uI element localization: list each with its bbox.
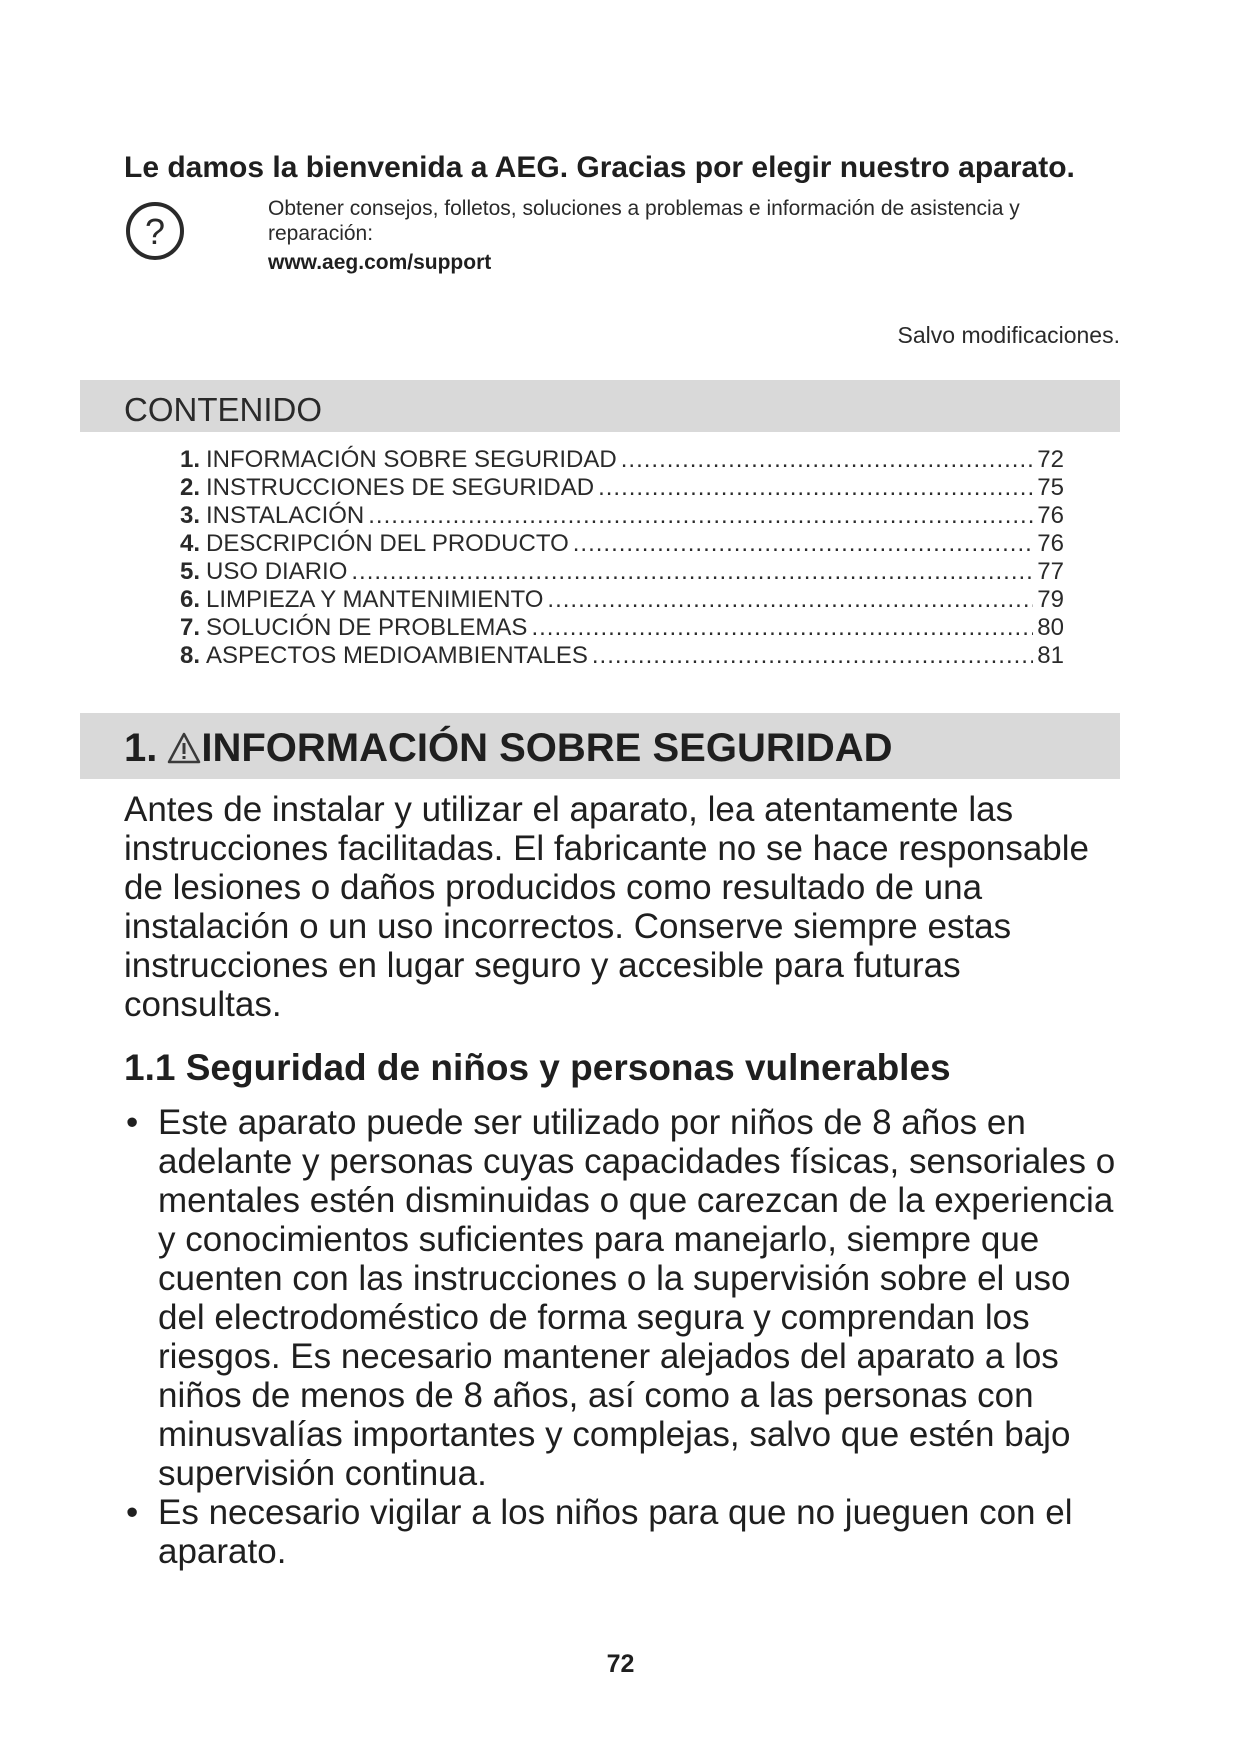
toc-item-number: 4. xyxy=(180,530,201,557)
subsection-heading: 1.1 Seguridad de niños y personas vulnerables xyxy=(124,1047,951,1088)
bullet-icon: • xyxy=(126,1493,139,1532)
toc-item-number: 3. xyxy=(180,502,201,529)
toc-item-title: INFORMACIÓN SOBRE SEGURIDAD xyxy=(206,446,617,473)
toc-leader-dots xyxy=(621,446,1034,474)
svg-text:?: ? xyxy=(144,211,166,252)
toc-item[interactable] xyxy=(180,558,1064,586)
toc-item-title: DESCRIPCIÓN DEL PRODUCTO xyxy=(206,530,569,557)
list-item-text: Es necesario vigilar a los niños para que no jueguen con el aparato. xyxy=(158,1493,1073,1571)
toc-item-title: LIMPIEZA Y MANTENIMIENTO xyxy=(206,586,544,613)
section-title: INFORMACIÓN SOBRE SEGURIDAD xyxy=(201,726,893,770)
table-of-contents xyxy=(180,446,1064,670)
welcome-heading: Le damos la bienvenida a AEG. Gracias por elegir nuestro aparato. xyxy=(124,151,1075,184)
toc-item[interactable] xyxy=(180,502,1064,530)
toc-leader-dots xyxy=(592,642,1033,670)
support-description: Obtener consejos, folletos, soluciones a problemas e información de asistencia y reparación: xyxy=(268,197,1020,245)
section-number: 1. xyxy=(124,726,158,770)
toc-item[interactable] xyxy=(180,614,1064,642)
toc-item-number: 8. xyxy=(180,642,201,669)
toc-title: CONTENIDO xyxy=(124,391,322,428)
toc-leader-dots xyxy=(368,502,1033,530)
toc-item-title: ASPECTOS MEDIOAMBIENTALES xyxy=(206,642,588,669)
section-intro-paragraph: Antes de instalar y utilizar el aparato, lea atentamente las instrucciones facilitadas. El fabricante no se hace responsable de lesiones o daños producidos como resultado de una instalación o un uso incorrectos. Conserve siempre estas instrucciones en lugar seguro y accesible para futuras consultas. xyxy=(124,790,1089,1024)
list-item-text: Este aparato puede ser utilizado por niños de 8 años en adelante y personas cuyas capacidades físicas, sensoriales o mentales estén disminuidas o que carezcan de la experiencia y conocimientos suficientes para manejarlo, siempre que cuenten con las instrucciones o la supervisión sobre el uso del electrodoméstico de forma segura y comprendan los riesgos. Es necesario mantener alejados del aparato a los niños de menos de 8 años, así como a las personas con minusvalías importantes y complejas, salvo que estén bajo supervisión continua. xyxy=(158,1103,1116,1493)
toc-item-page: 72 xyxy=(1037,446,1064,473)
toc-item-title: INSTALACIÓN xyxy=(206,502,365,529)
toc-item-number: 7. xyxy=(180,614,201,641)
page-number: 72 xyxy=(606,1650,635,1678)
toc-item[interactable] xyxy=(180,530,1064,558)
safety-bullet-list xyxy=(124,1103,1124,1571)
toc-leader-dots xyxy=(531,614,1033,642)
toc-item-title: SOLUCIÓN DE PROBLEMAS xyxy=(206,614,528,641)
toc-leader-dots xyxy=(573,530,1034,558)
disclaimer-text: Salvo modificaciones. xyxy=(897,322,1120,348)
toc-leader-dots xyxy=(351,558,1033,586)
toc-item-page: 75 xyxy=(1037,474,1064,501)
toc-item-number: 2. xyxy=(180,474,201,501)
bullet-icon: • xyxy=(126,1103,139,1142)
toc-item-title: USO DIARIO xyxy=(206,558,348,585)
toc-item[interactable] xyxy=(180,474,1064,502)
toc-leader-dots xyxy=(547,586,1033,614)
list-item xyxy=(124,1103,1124,1493)
support-link[interactable]: www.aeg.com/support xyxy=(268,251,492,274)
toc-item[interactable] xyxy=(180,446,1064,474)
toc-item-page: 80 xyxy=(1037,614,1064,641)
toc-item-title: INSTRUCCIONES DE SEGURIDAD xyxy=(206,474,595,501)
toc-item-page: 76 xyxy=(1037,502,1064,529)
toc-item-page: 81 xyxy=(1037,642,1064,669)
toc-item-number: 5. xyxy=(180,558,201,585)
list-item xyxy=(124,1493,1124,1571)
toc-item-page: 77 xyxy=(1037,558,1064,585)
toc-leader-dots xyxy=(598,474,1033,502)
toc-item[interactable] xyxy=(180,642,1064,670)
toc-item-number: 1. xyxy=(180,446,201,473)
section-heading xyxy=(124,724,893,772)
toc-item-number: 6. xyxy=(180,586,201,613)
question-circle-icon xyxy=(124,200,186,262)
toc-item[interactable] xyxy=(180,586,1064,614)
toc-item-page: 79 xyxy=(1037,586,1064,613)
warning-triangle-icon xyxy=(167,732,201,764)
toc-item-page: 76 xyxy=(1037,530,1064,557)
